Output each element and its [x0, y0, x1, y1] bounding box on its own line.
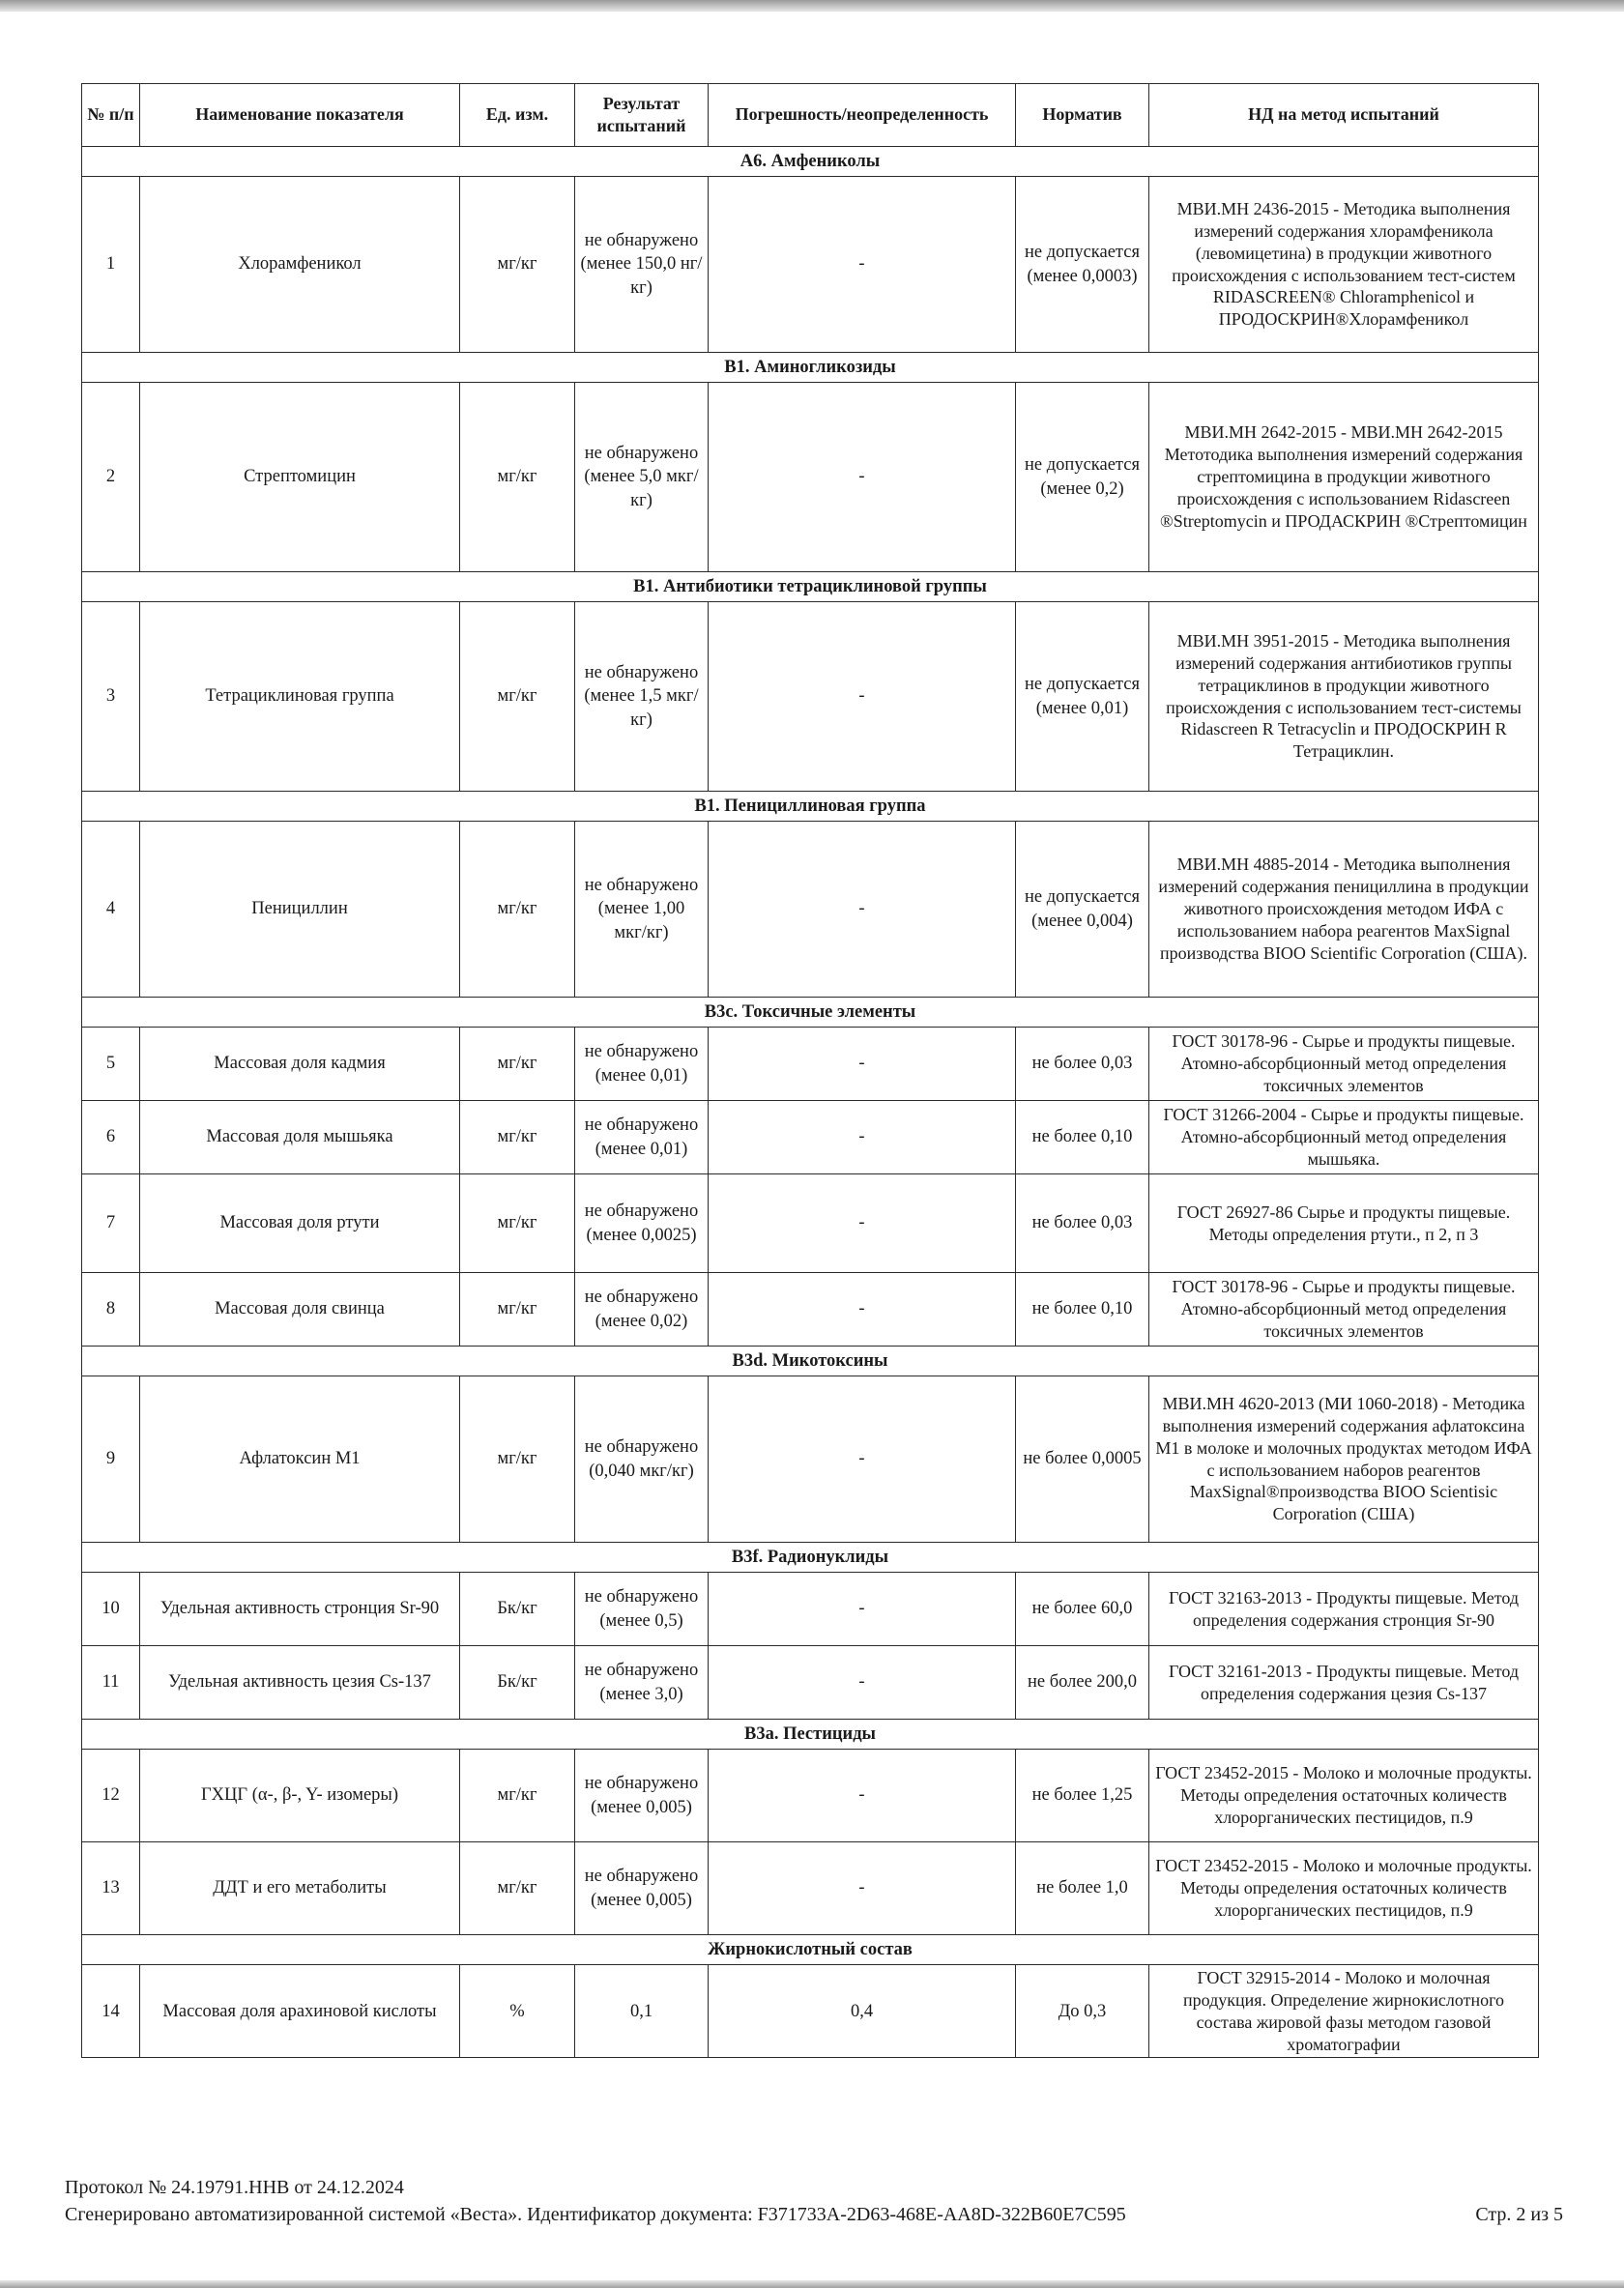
row-num: 3: [82, 602, 140, 792]
row-result: не обнаружено (менее 0,01): [575, 1028, 709, 1101]
table-row: [82, 1028, 1539, 1101]
row-norm: не более 1,0: [1016, 1842, 1149, 1935]
row-uncertainty: -: [709, 1376, 1016, 1543]
section-row: [82, 147, 1539, 177]
row-uncertainty: -: [709, 1174, 1016, 1273]
row-num: 8: [82, 1273, 140, 1347]
section-title: В1. Аминогликозиды: [82, 353, 1539, 383]
row-uncertainty: -: [709, 1273, 1016, 1347]
row-unit: мг/кг: [460, 1842, 575, 1935]
row-result: не обнаружено (менее 0,0025): [575, 1174, 709, 1273]
row-result: не обнаружено (менее 150,0 нг/кг): [575, 177, 709, 353]
section-row: [82, 1347, 1539, 1376]
row-num: 5: [82, 1028, 140, 1101]
row-unit: мг/кг: [460, 1376, 575, 1543]
row-unit: мг/кг: [460, 1750, 575, 1842]
row-norm: не допускается (менее 0,0003): [1016, 177, 1149, 353]
col-header-name: Наименование показателя: [140, 84, 460, 147]
row-uncertainty: -: [709, 822, 1016, 998]
row-result: не обнаружено (менее 0,01): [575, 1101, 709, 1174]
row-unit: мг/кг: [460, 822, 575, 998]
section-row: [82, 1720, 1539, 1750]
row-name: Пенициллин: [140, 822, 460, 998]
row-unit: мг/кг: [460, 1028, 575, 1101]
row-norm: не более 0,03: [1016, 1174, 1149, 1273]
row-method: МВИ.МН 3951-2015 - Методика выполнения измерений содержания антибиотиков группы тетрациклинов в продукции животного происхождения с использованием тест-системы Ridascreen R Tetracyclin и ПРОДОСКРИН R Тетрациклин.: [1149, 602, 1539, 792]
section-title: В1. Антибиотики тетрациклиновой группы: [82, 572, 1539, 602]
footer-generated-line: [65, 2204, 1563, 2226]
page-number: Стр. 2 из 5: [1475, 2204, 1563, 2225]
col-header-method: НД на метод испытаний: [1149, 84, 1539, 147]
row-result: не обнаружено (менее 1,5 мкг/кг): [575, 602, 709, 792]
row-uncertainty: -: [709, 1842, 1016, 1935]
row-result: не обнаружено (менее 5,0 мкг/кг): [575, 383, 709, 572]
row-unit: мг/кг: [460, 602, 575, 792]
scan-edge-top: [0, 0, 1624, 12]
row-name: Массовая доля ртути: [140, 1174, 460, 1273]
row-uncertainty: -: [709, 177, 1016, 353]
row-num: 10: [82, 1573, 140, 1646]
row-method: МВИ.МН 4885-2014 - Методика выполнения измерений содержания пенициллина в продукции животного происхождения методом ИФА с использованием набора реагентов MaxSignal производства BIOO Scientific Corporation (США).: [1149, 822, 1539, 998]
section-row: [82, 792, 1539, 822]
col-header-unit: Ед. изм.: [460, 84, 575, 147]
table-body: [82, 147, 1539, 2058]
section-row: [82, 572, 1539, 602]
row-unit: Бк/кг: [460, 1646, 575, 1720]
table-row: [82, 1101, 1539, 1174]
row-uncertainty: -: [709, 1573, 1016, 1646]
col-header-num: № п/п: [82, 84, 140, 147]
section-title: А6. Амфениколы: [82, 147, 1539, 177]
row-method: ГОСТ 23452-2015 - Молоко и молочные продукты. Методы определения остаточных количеств хлорорганических пестицидов, п.9: [1149, 1750, 1539, 1842]
row-result: не обнаружено (менее 1,00 мкг/кг): [575, 822, 709, 998]
row-norm: До 0,3: [1016, 1965, 1149, 2058]
row-name: Массовая доля арахиновой кислоты: [140, 1965, 460, 2058]
section-title: В3с. Токсичные элементы: [82, 998, 1539, 1028]
protocol-number: Протокол № 24.19791.ННВ от 24.12.2024: [65, 2177, 404, 2198]
row-result: не обнаружено (менее 3,0): [575, 1646, 709, 1720]
row-unit: %: [460, 1965, 575, 2058]
row-norm: не допускается (менее 0,01): [1016, 602, 1149, 792]
row-result: 0,1: [575, 1965, 709, 2058]
row-norm: не более 0,0005: [1016, 1376, 1149, 1543]
section-title: В3f. Радионуклиды: [82, 1543, 1539, 1573]
row-result: не обнаружено (менее 0,5): [575, 1573, 709, 1646]
row-norm: не более 200,0: [1016, 1646, 1149, 1720]
table-row: [82, 822, 1539, 998]
row-norm: не более 1,25: [1016, 1750, 1149, 1842]
row-result: не обнаружено (менее 0,005): [575, 1842, 709, 1935]
results-table: [81, 83, 1539, 2058]
row-num: 14: [82, 1965, 140, 2058]
row-name: Афлатоксин М1: [140, 1376, 460, 1543]
table-row: [82, 1376, 1539, 1543]
row-unit: Бк/кг: [460, 1573, 575, 1646]
row-uncertainty: -: [709, 1750, 1016, 1842]
row-unit: мг/кг: [460, 1273, 575, 1347]
table-row: [82, 1842, 1539, 1935]
row-uncertainty: -: [709, 1646, 1016, 1720]
row-method: ГОСТ 26927-86 Сырье и продукты пищевые. Методы определения ртути., п 2, п 3: [1149, 1174, 1539, 1273]
row-name: Хлорамфеникол: [140, 177, 460, 353]
section-row: [82, 353, 1539, 383]
row-unit: мг/кг: [460, 1101, 575, 1174]
row-norm: не более 0,03: [1016, 1028, 1149, 1101]
row-name: Массовая доля мышьяка: [140, 1101, 460, 1174]
row-method: ГОСТ 30178-96 - Сырье и продукты пищевые. Атомно-абсорбционный метод определения токсичных элементов: [1149, 1273, 1539, 1347]
row-norm: не допускается (менее 0,2): [1016, 383, 1149, 572]
row-method: МВИ.МН 2436-2015 - Методика выполнения измерений содержания хлорамфеникола (левомицетина) в продукции животного происхождения с использованием тест-систем RIDASCREEN® Chloramphenicol и ПРОДОСКРИН®Хлорамфеникол: [1149, 177, 1539, 353]
row-num: 2: [82, 383, 140, 572]
section-title: В3а. Пестициды: [82, 1720, 1539, 1750]
section-title: В1. Пенициллиновая группа: [82, 792, 1539, 822]
row-unit: мг/кг: [460, 1174, 575, 1273]
row-uncertainty: 0,4: [709, 1965, 1016, 2058]
row-num: 6: [82, 1101, 140, 1174]
row-num: 12: [82, 1750, 140, 1842]
table-header: [82, 84, 1539, 147]
table-row: [82, 1174, 1539, 1273]
section-row: [82, 1935, 1539, 1965]
row-norm: не более 0,10: [1016, 1273, 1149, 1347]
row-num: 4: [82, 822, 140, 998]
row-result: не обнаружено (менее 0,02): [575, 1273, 709, 1347]
table-row: [82, 1273, 1539, 1347]
col-header-norm: Норматив: [1016, 84, 1149, 147]
section-row: [82, 998, 1539, 1028]
table-row: [82, 1573, 1539, 1646]
row-uncertainty: -: [709, 602, 1016, 792]
col-header-uncertainty: Погрешность/неопределенность: [709, 84, 1016, 147]
row-method: ГОСТ 30178-96 - Сырье и продукты пищевые. Атомно-абсорбционный метод определения токсичных элементов: [1149, 1028, 1539, 1101]
row-num: 13: [82, 1842, 140, 1935]
table-row: [82, 383, 1539, 572]
row-method: ГОСТ 32163-2013 - Продукты пищевые. Метод определения содержания стронция Sr-90: [1149, 1573, 1539, 1646]
row-num: 1: [82, 177, 140, 353]
row-uncertainty: -: [709, 1028, 1016, 1101]
row-name: Тетрациклиновая группа: [140, 602, 460, 792]
row-name: ДДТ и его метаболиты: [140, 1842, 460, 1935]
row-name: ГХЦГ (α-, β-, Υ- изомеры): [140, 1750, 460, 1842]
section-title: Жирнокислотный состав: [82, 1935, 1539, 1965]
row-unit: мг/кг: [460, 383, 575, 572]
row-method: ГОСТ 32161-2013 - Продукты пищевые. Метод определения содержания цезия Cs-137: [1149, 1646, 1539, 1720]
section-title: В3d. Микотоксины: [82, 1347, 1539, 1376]
row-unit: мг/кг: [460, 177, 575, 353]
row-norm: не допускается (менее 0,004): [1016, 822, 1149, 998]
footer-protocol-line: [65, 2177, 1563, 2199]
row-method: ГОСТ 23452-2015 - Молоко и молочные продукты. Методы определения остаточных количеств хлорорганических пестицидов, п.9: [1149, 1842, 1539, 1935]
row-name: Стрептомицин: [140, 383, 460, 572]
row-name: Массовая доля кадмия: [140, 1028, 460, 1101]
row-norm: не более 0,10: [1016, 1101, 1149, 1174]
row-num: 7: [82, 1174, 140, 1273]
row-method: МВИ.МН 2642-2015 - МВИ.МН 2642-2015 Метотодика выполнения измерений содержания стрептомицина в продукции животного происхождения с использованием Ridascreen ®Streptomycin и ПРОДАСКРИН ®Стрептомицин: [1149, 383, 1539, 572]
row-name: Массовая доля свинца: [140, 1273, 460, 1347]
row-result: не обнаружено (0,040 мкг/кг): [575, 1376, 709, 1543]
table-row: [82, 1965, 1539, 2058]
row-norm: не более 60,0: [1016, 1573, 1149, 1646]
table-row: [82, 177, 1539, 353]
row-name: Удельная активность цезия Cs-137: [140, 1646, 460, 1720]
table-row: [82, 602, 1539, 792]
table-row: [82, 1750, 1539, 1842]
section-row: [82, 1543, 1539, 1573]
generated-note: Сгенерировано автоматизированной системой «Веста». Идентификатор документа: F371733A-2D63-468E-AA8D-322B60E7C595: [65, 2204, 1126, 2225]
row-method: МВИ.МН 4620-2013 (МИ 1060-2018) - Методика выполнения измерений содержания афлатоксина М1 в молоке и молочных продуктах методом ИФА с использованием наборов реагентов MaxSignal®производства BIOO Scientisic Corporation (США): [1149, 1376, 1539, 1543]
table-row: [82, 1646, 1539, 1720]
scan-edge-bottom: [0, 2280, 1624, 2288]
row-result: не обнаружено (менее 0,005): [575, 1750, 709, 1842]
row-method: ГОСТ 32915-2014 - Молоко и молочная продукция. Определение жирнокислотного состава жировой фазы методом газовой хроматографии: [1149, 1965, 1539, 2058]
row-num: 9: [82, 1376, 140, 1543]
row-uncertainty: -: [709, 1101, 1016, 1174]
row-method: ГОСТ 31266-2004 - Сырье и продукты пищевые. Атомно-абсорбционный метод определения мышьяка.: [1149, 1101, 1539, 1174]
row-num: 11: [82, 1646, 140, 1720]
row-uncertainty: -: [709, 383, 1016, 572]
col-header-result: Результат испытаний: [575, 84, 709, 147]
row-name: Удельная активность стронция Sr-90: [140, 1573, 460, 1646]
